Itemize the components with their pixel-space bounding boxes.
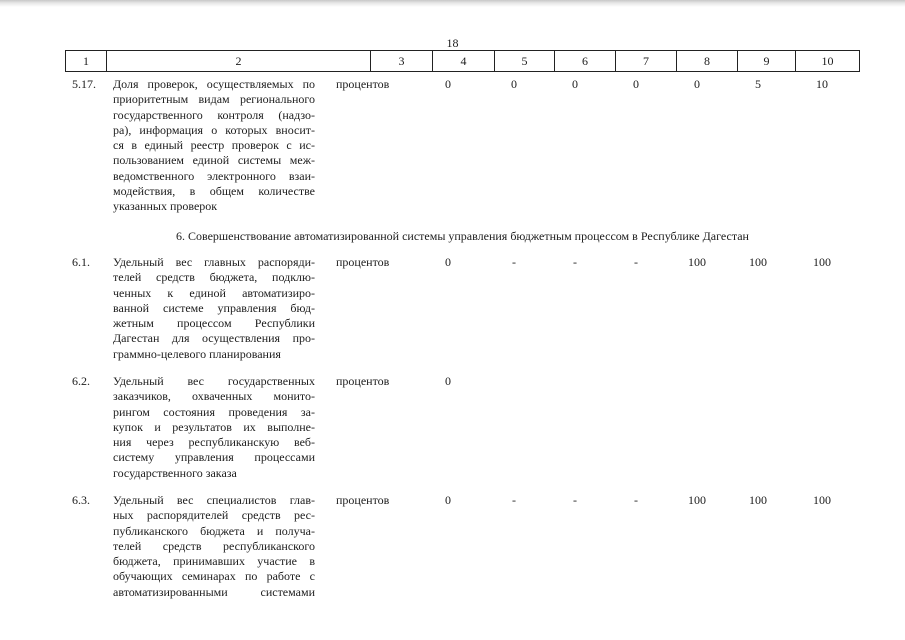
- unit-of-measure: процентов: [336, 255, 390, 269]
- description-line: государственного заказа: [113, 465, 237, 480]
- header-col-4: 4: [432, 51, 494, 71]
- value-col-10: 100: [813, 255, 831, 269]
- row-number: 6.3.: [72, 493, 90, 507]
- description-line: модействия, в общем количестве: [113, 184, 315, 199]
- value-col-8: 0: [694, 77, 700, 91]
- header-col-3: 3: [370, 51, 432, 71]
- header-col-7: 7: [615, 51, 676, 71]
- value-col-8: 100: [688, 493, 706, 507]
- indicator-description: [113, 77, 315, 215]
- description-line: ния через республиканскую веб-: [113, 435, 315, 450]
- value-col-6: -: [573, 493, 577, 507]
- value-col-10: 10: [816, 77, 828, 91]
- header-col-8: 8: [676, 51, 737, 71]
- value-col-10: 100: [813, 493, 831, 507]
- header-col-10: 10: [795, 51, 860, 71]
- description-line: граммно-целевого планирования: [113, 346, 281, 361]
- row-number: 6.2.: [72, 374, 90, 388]
- page-number: 18: [446, 36, 459, 50]
- value-col-6: 0: [572, 77, 578, 91]
- value-col-7: -: [634, 255, 638, 269]
- table-header-row: [65, 50, 860, 72]
- value-col-8: 100: [688, 255, 706, 269]
- header-col-5: 5: [494, 51, 554, 71]
- description-line: телей средств республиканского: [113, 538, 315, 553]
- value-col-4: 0: [445, 255, 451, 269]
- description-line: систему управления процессами: [113, 450, 315, 465]
- value-col-4: 0: [445, 493, 451, 507]
- description-line: приоритетным видам регионального: [113, 92, 315, 107]
- value-col-5: 0: [511, 77, 517, 91]
- description-line: ведомственного электронного взаи-: [113, 168, 315, 183]
- value-col-4: 0: [445, 374, 451, 388]
- description-line: ванной системе управления бюд-: [113, 300, 315, 315]
- value-col-9: 100: [749, 255, 767, 269]
- description-line: государственного контроля (надзо-: [113, 107, 315, 122]
- unit-of-measure: процентов: [336, 374, 390, 388]
- description-line: ченных к единой автоматизиро-: [113, 285, 315, 300]
- unit-of-measure: процентов: [336, 77, 390, 91]
- description-line: указанных проверок: [113, 199, 218, 214]
- value-col-4: 0: [445, 77, 451, 91]
- value-col-9: 100: [749, 493, 767, 507]
- description-line: жетным процессом Республики: [113, 316, 315, 331]
- indicator-description: [113, 493, 315, 600]
- value-col-5: -: [512, 255, 516, 269]
- description-line: ра), информация о которых вносит-: [113, 122, 315, 137]
- value-col-6: -: [573, 255, 577, 269]
- scan-edge-shadow: [0, 0, 905, 7]
- description-line: публиканского бюджета и получа-: [113, 523, 315, 538]
- description-line: Доля проверок, осуществляемых по: [113, 77, 315, 91]
- header-col-2: 2: [106, 51, 370, 71]
- description-line: Удельный вес специалистов глав-: [113, 493, 315, 507]
- description-line: ся в единый реестр проверок с ис-: [113, 138, 315, 153]
- indicator-description: [113, 374, 315, 481]
- row-number: 6.1.: [72, 255, 90, 269]
- description-line: купок и результатов их выполне-: [113, 419, 315, 434]
- value-col-5: -: [512, 493, 516, 507]
- header-col-9: 9: [737, 51, 795, 71]
- section-6-title: 6. Совершенствование автоматизированной системы управления бюджетным процессом в Республике Дагестан: [176, 229, 749, 243]
- description-line: обучающих семинарах по работе с: [113, 569, 315, 584]
- description-line: ных распорядителей средств рес-: [113, 508, 315, 523]
- value-col-9: 5: [755, 77, 761, 91]
- description-line: телей средств бюджета, подклю-: [113, 270, 315, 285]
- header-col-6: 6: [554, 51, 615, 71]
- description-line: заказчиков, охваченных монито-: [113, 389, 315, 404]
- unit-of-measure: процентов: [336, 493, 390, 507]
- description-line: рингом состояния проведения за-: [113, 404, 315, 419]
- header-col-1: 1: [65, 51, 106, 71]
- description-line: Удельный вес государственных: [113, 374, 315, 388]
- description-line: бюджета, принимавших участие в: [113, 554, 315, 569]
- value-col-7: -: [634, 493, 638, 507]
- description-line: пользованием единой системы меж-: [113, 153, 315, 168]
- description-line: Дагестан для осуществления про-: [113, 331, 315, 346]
- value-col-7: 0: [633, 77, 639, 91]
- description-line: автоматизированными системами: [113, 584, 315, 599]
- description-line: Удельный вес главных распоряди-: [113, 255, 315, 269]
- indicator-description: [113, 255, 315, 362]
- row-number: 5.17.: [72, 77, 96, 91]
